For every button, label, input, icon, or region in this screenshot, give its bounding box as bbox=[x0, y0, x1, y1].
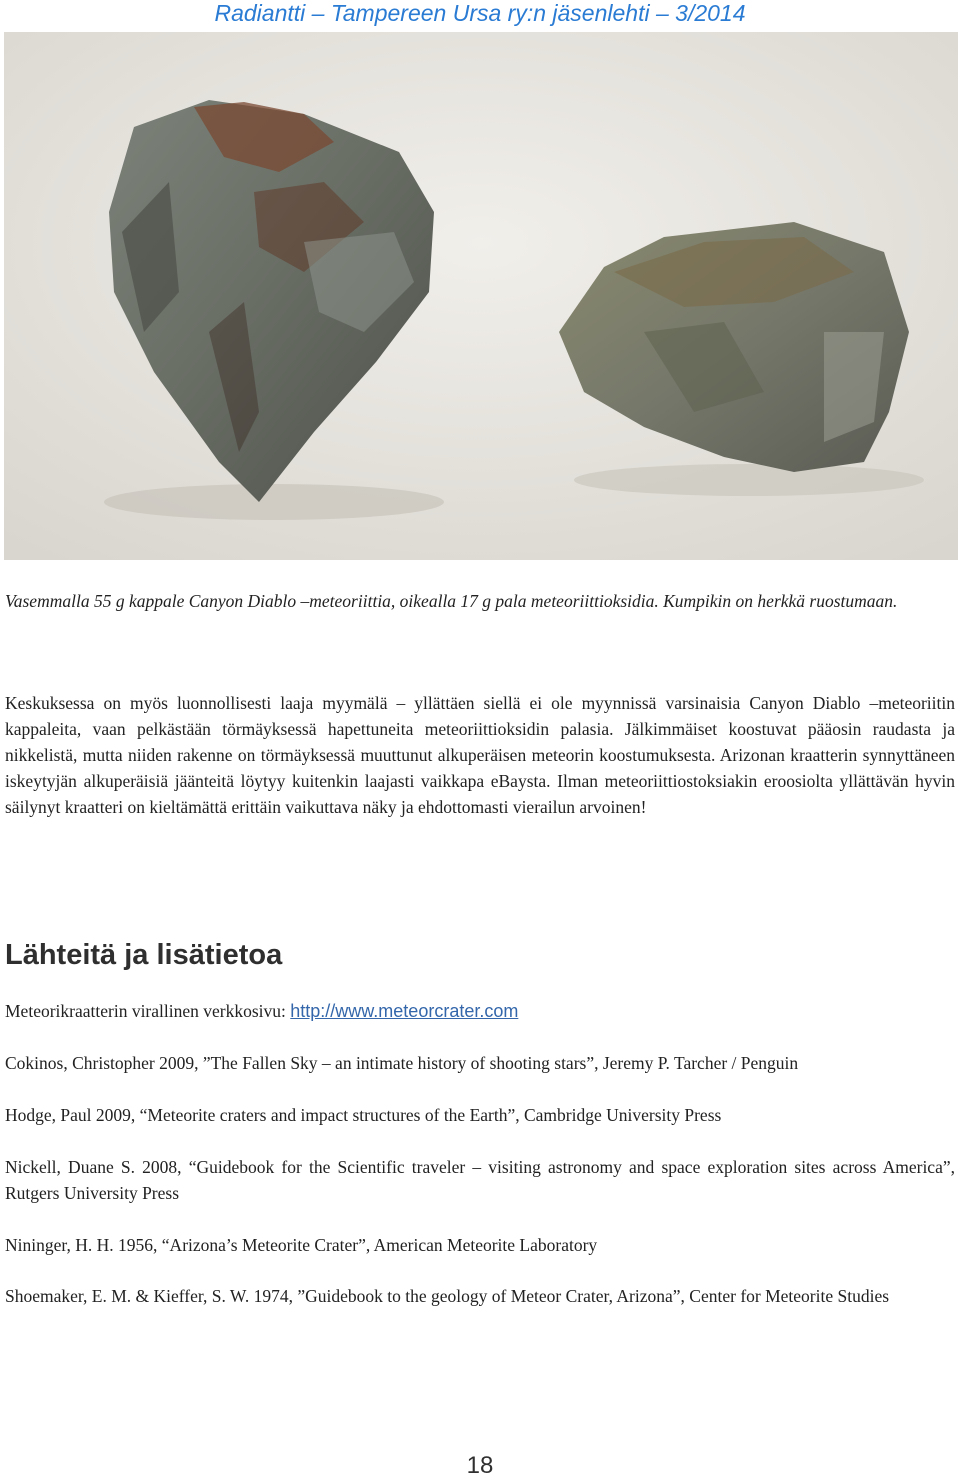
section-title: Lähteitä ja lisätietoa bbox=[5, 939, 283, 971]
official-site-link[interactable]: http://www.meteorcrater.com bbox=[290, 1001, 519, 1021]
body-paragraph: Keskuksessa on myös luonnollisesti laaja myymälä – yllättäen siellä ei ole myynnissä varsinaisia Canyon Diablo –meteoriitin kappaleita, vaan pelkästään törmäyksessä hapettuneita meteoriittioksidin palasia. Jälkimmäiset koostuvat pääosin raudasta ja nikkelistä, mutta niiden rakenne on törmäyksessä muuttunut alkuperäisen meteorin koostumuksesta. Arizonan kraatterin synnyttäneen iskeytyjän alkuperäisiä jäänteitä löytyy kuitenkin laajasti vaikkapa eBaysta. Ilman meteoriittiostoksiakin eroosiolta yllättävän hyvin säilynyt kraatteri on kieltämättä erittäin vaikuttava näky ja ehdottomasti vierailun arvoinen! bbox=[5, 693, 955, 817]
reference-item: Nickell, Duane S. 2008, “Guidebook for the Scientific traveler – visiting astronomy and space exploration sites across America”, Rutgers University Press bbox=[5, 1157, 955, 1203]
meteorite-photo bbox=[4, 32, 958, 560]
running-header: Radiantti – Tampereen Ursa ry:n jäsenlehti – 3/2014 bbox=[214, 0, 746, 26]
official-site-label: Meteorikraatterin virallinen verkkosivu: bbox=[5, 1001, 291, 1021]
photo-caption: Vasemmalla 55 g kappale Canyon Diablo –meteoriittia, oikealla 17 g pala meteoriittioksidia. Kumpikin on herkkä ruostumaan. bbox=[5, 591, 898, 611]
reference-item: Shoemaker, E. M. & Kieffer, S. W. 1974, ”Guidebook to the geology of Meteor Crater, Arizona”, Center for Meteorite Studies bbox=[5, 1286, 890, 1306]
reference-item: Cokinos, Christopher 2009, ”The Fallen Sky – an intimate history of shooting stars”, Jeremy P. Tarcher / Penguin bbox=[5, 1053, 799, 1073]
official-site-line bbox=[5, 998, 955, 1024]
page-number: 18 bbox=[466, 1452, 494, 1479]
reference-item: Hodge, Paul 2009, “Meteorite craters and impact structures of the Earth”, Cambridge University Press bbox=[5, 1105, 722, 1125]
reference-item: Nininger, H. H. 1956, “Arizona’s Meteorite Crater”, American Meteorite Laboratory bbox=[5, 1235, 598, 1255]
